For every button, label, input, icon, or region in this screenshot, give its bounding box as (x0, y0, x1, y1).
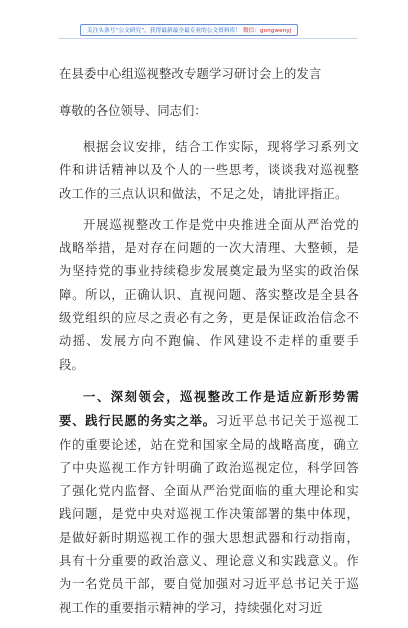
promo-text: 关注头条号“公文研究”，获得最新最全最专业的公文资料库！ (87, 28, 242, 34)
document-title: 在县委中心组巡视整改专题学习研讨会上的发言 (59, 67, 322, 81)
document-body (59, 66, 359, 628)
paragraph-background: 开展巡视整改工作是党中央推进全面从严治党的战略举措，是对存在问题的一次大清理、大整顿，是为坚持党的事业持续稳步发展奠定最为坚实的政治保障。所以，正确认识、直视问题、落实整改是全县各级党组织的应尽之责必有之务，更是保证政治信念不动摇、发展方向不跑偏、作风建设不走样的重要手段。 (59, 217, 359, 372)
header-divider (58, 38, 358, 39)
promo-banner-box (80, 24, 298, 36)
promo-banner (80, 24, 380, 36)
paragraph-intro: 根据会议安排，结合工作实际，现将学习系列文件和讲话精神以及个人的一些思考，谈谈我对巡视整改工作的三点认识和做法，不足之处，请批评指正。 (59, 140, 359, 201)
section-1-heading: 一、深刻领会，巡视整改工作是适应新形势需要、践行民愿的务实之举。 (59, 388, 359, 429)
paragraph-section-1 (59, 385, 359, 620)
section-1-body: 习近平总书记关于巡视工作的重要论述，站在党和国家全局的战略高度，确立了中央巡视工作方针明确了政治巡视定位，科学回答了强化党内监督、全面从严治党面临的重大理论和实践问题，是党中央对巡视工作决策部署的集中体现，是做好新时期巡视工作的强大思想武器和行动指南，具有十分重要的政治意义、理论意义和实践意义。作为一名党员干部，要自觉加强对习近平总书记关于巡视工作的重要指示精神的学习，持续强化对习近 (59, 414, 359, 615)
salutation: 尊敬的各位领导、同志们： (59, 104, 207, 118)
wechat-id: 微信：gongwenyj (242, 28, 292, 34)
